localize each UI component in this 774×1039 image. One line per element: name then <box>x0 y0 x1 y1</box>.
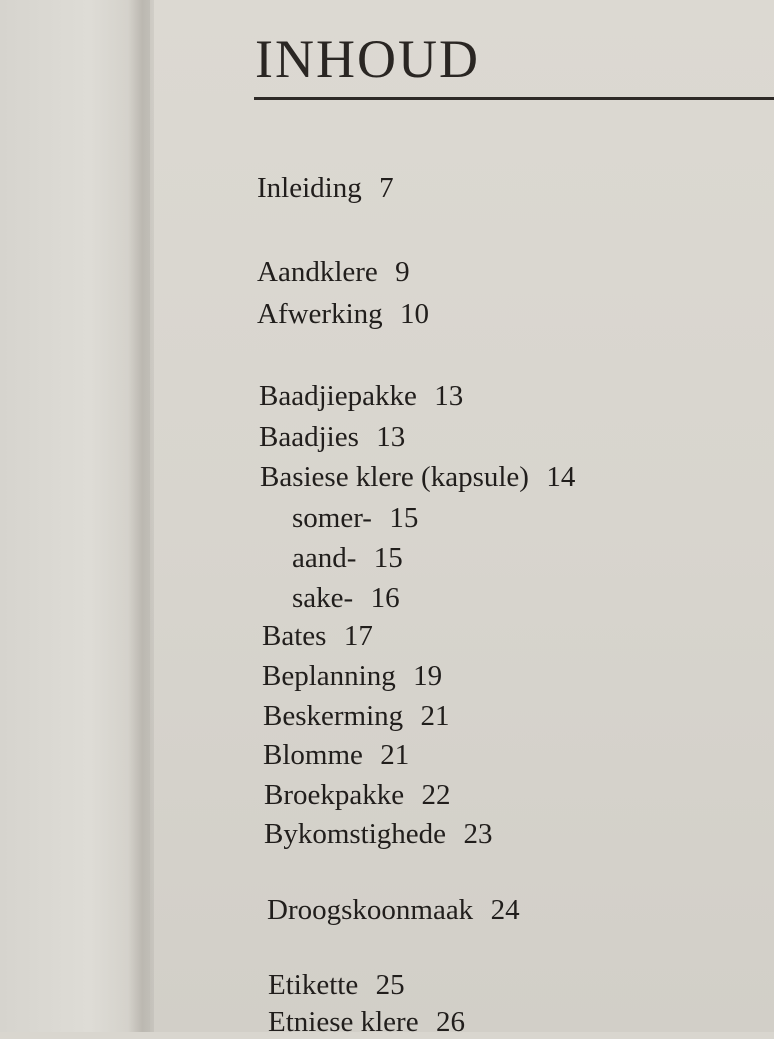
entry-label: Beplanning <box>262 660 396 692</box>
entry-label: Beskerming <box>263 700 404 732</box>
entry-page: 17 <box>343 620 373 652</box>
entry-label: Inleiding <box>257 172 362 204</box>
entry-label: Afwerking <box>257 298 383 330</box>
toc-entry <box>267 894 520 927</box>
toc-entry <box>262 660 442 693</box>
entry-label: Baadjiepakke <box>259 380 417 412</box>
title-rule <box>254 97 774 100</box>
toc-entry <box>263 700 450 733</box>
right-page <box>150 0 774 1032</box>
toc-subentry <box>292 582 400 615</box>
entry-page: 21 <box>420 700 450 732</box>
entry-page: 19 <box>413 660 443 692</box>
entry-label: sake- <box>292 582 354 614</box>
entry-label: Etikette <box>268 969 359 1001</box>
entry-label: Broekpakke <box>264 779 405 811</box>
entry-page: 14 <box>546 461 576 493</box>
toc-subentry <box>292 542 403 575</box>
toc-entry <box>260 461 575 494</box>
entry-label: Droogskoonmaak <box>267 894 474 926</box>
entry-label: Bykomstighede <box>264 818 447 850</box>
entry-label: Baadjies <box>259 421 359 453</box>
toc-entry <box>259 421 405 454</box>
entry-label: Basiese klere (kapsule) <box>260 461 529 493</box>
entry-page: 23 <box>463 818 493 850</box>
entry-label: Bates <box>262 620 327 652</box>
entry-label: aand- <box>292 542 357 574</box>
entry-page: 10 <box>400 298 430 330</box>
toc-entry <box>257 172 394 205</box>
entry-page: 22 <box>421 779 451 811</box>
toc-subentry <box>292 502 418 535</box>
toc-entry <box>262 620 373 653</box>
entry-page: 26 <box>435 1006 465 1038</box>
toc-entry <box>268 1006 465 1039</box>
entry-page: 13 <box>434 380 464 412</box>
entry-page: 9 <box>395 256 410 288</box>
entry-page: 24 <box>490 894 520 926</box>
toc-entry <box>263 739 409 772</box>
toc-entry <box>257 256 410 289</box>
toc-entry <box>259 380 463 413</box>
entry-page: 13 <box>376 421 406 453</box>
toc-entry <box>264 779 451 812</box>
entry-label: Blomme <box>263 739 363 771</box>
entry-page: 21 <box>380 739 410 771</box>
toc-entry <box>257 298 429 331</box>
page-title: INHOUD <box>255 29 480 89</box>
toc-entry <box>268 969 405 1002</box>
entry-label: Etniese klere <box>268 1006 419 1038</box>
entry-page: 15 <box>373 542 403 574</box>
entry-page: 7 <box>379 172 394 204</box>
entry-page: 25 <box>375 969 405 1001</box>
entry-label: Aandklere <box>257 256 378 288</box>
entry-page: 16 <box>370 582 400 614</box>
toc-entry <box>264 818 492 851</box>
entry-label: somer- <box>292 502 372 534</box>
entry-page: 15 <box>389 502 419 534</box>
book-gutter <box>128 0 154 1032</box>
